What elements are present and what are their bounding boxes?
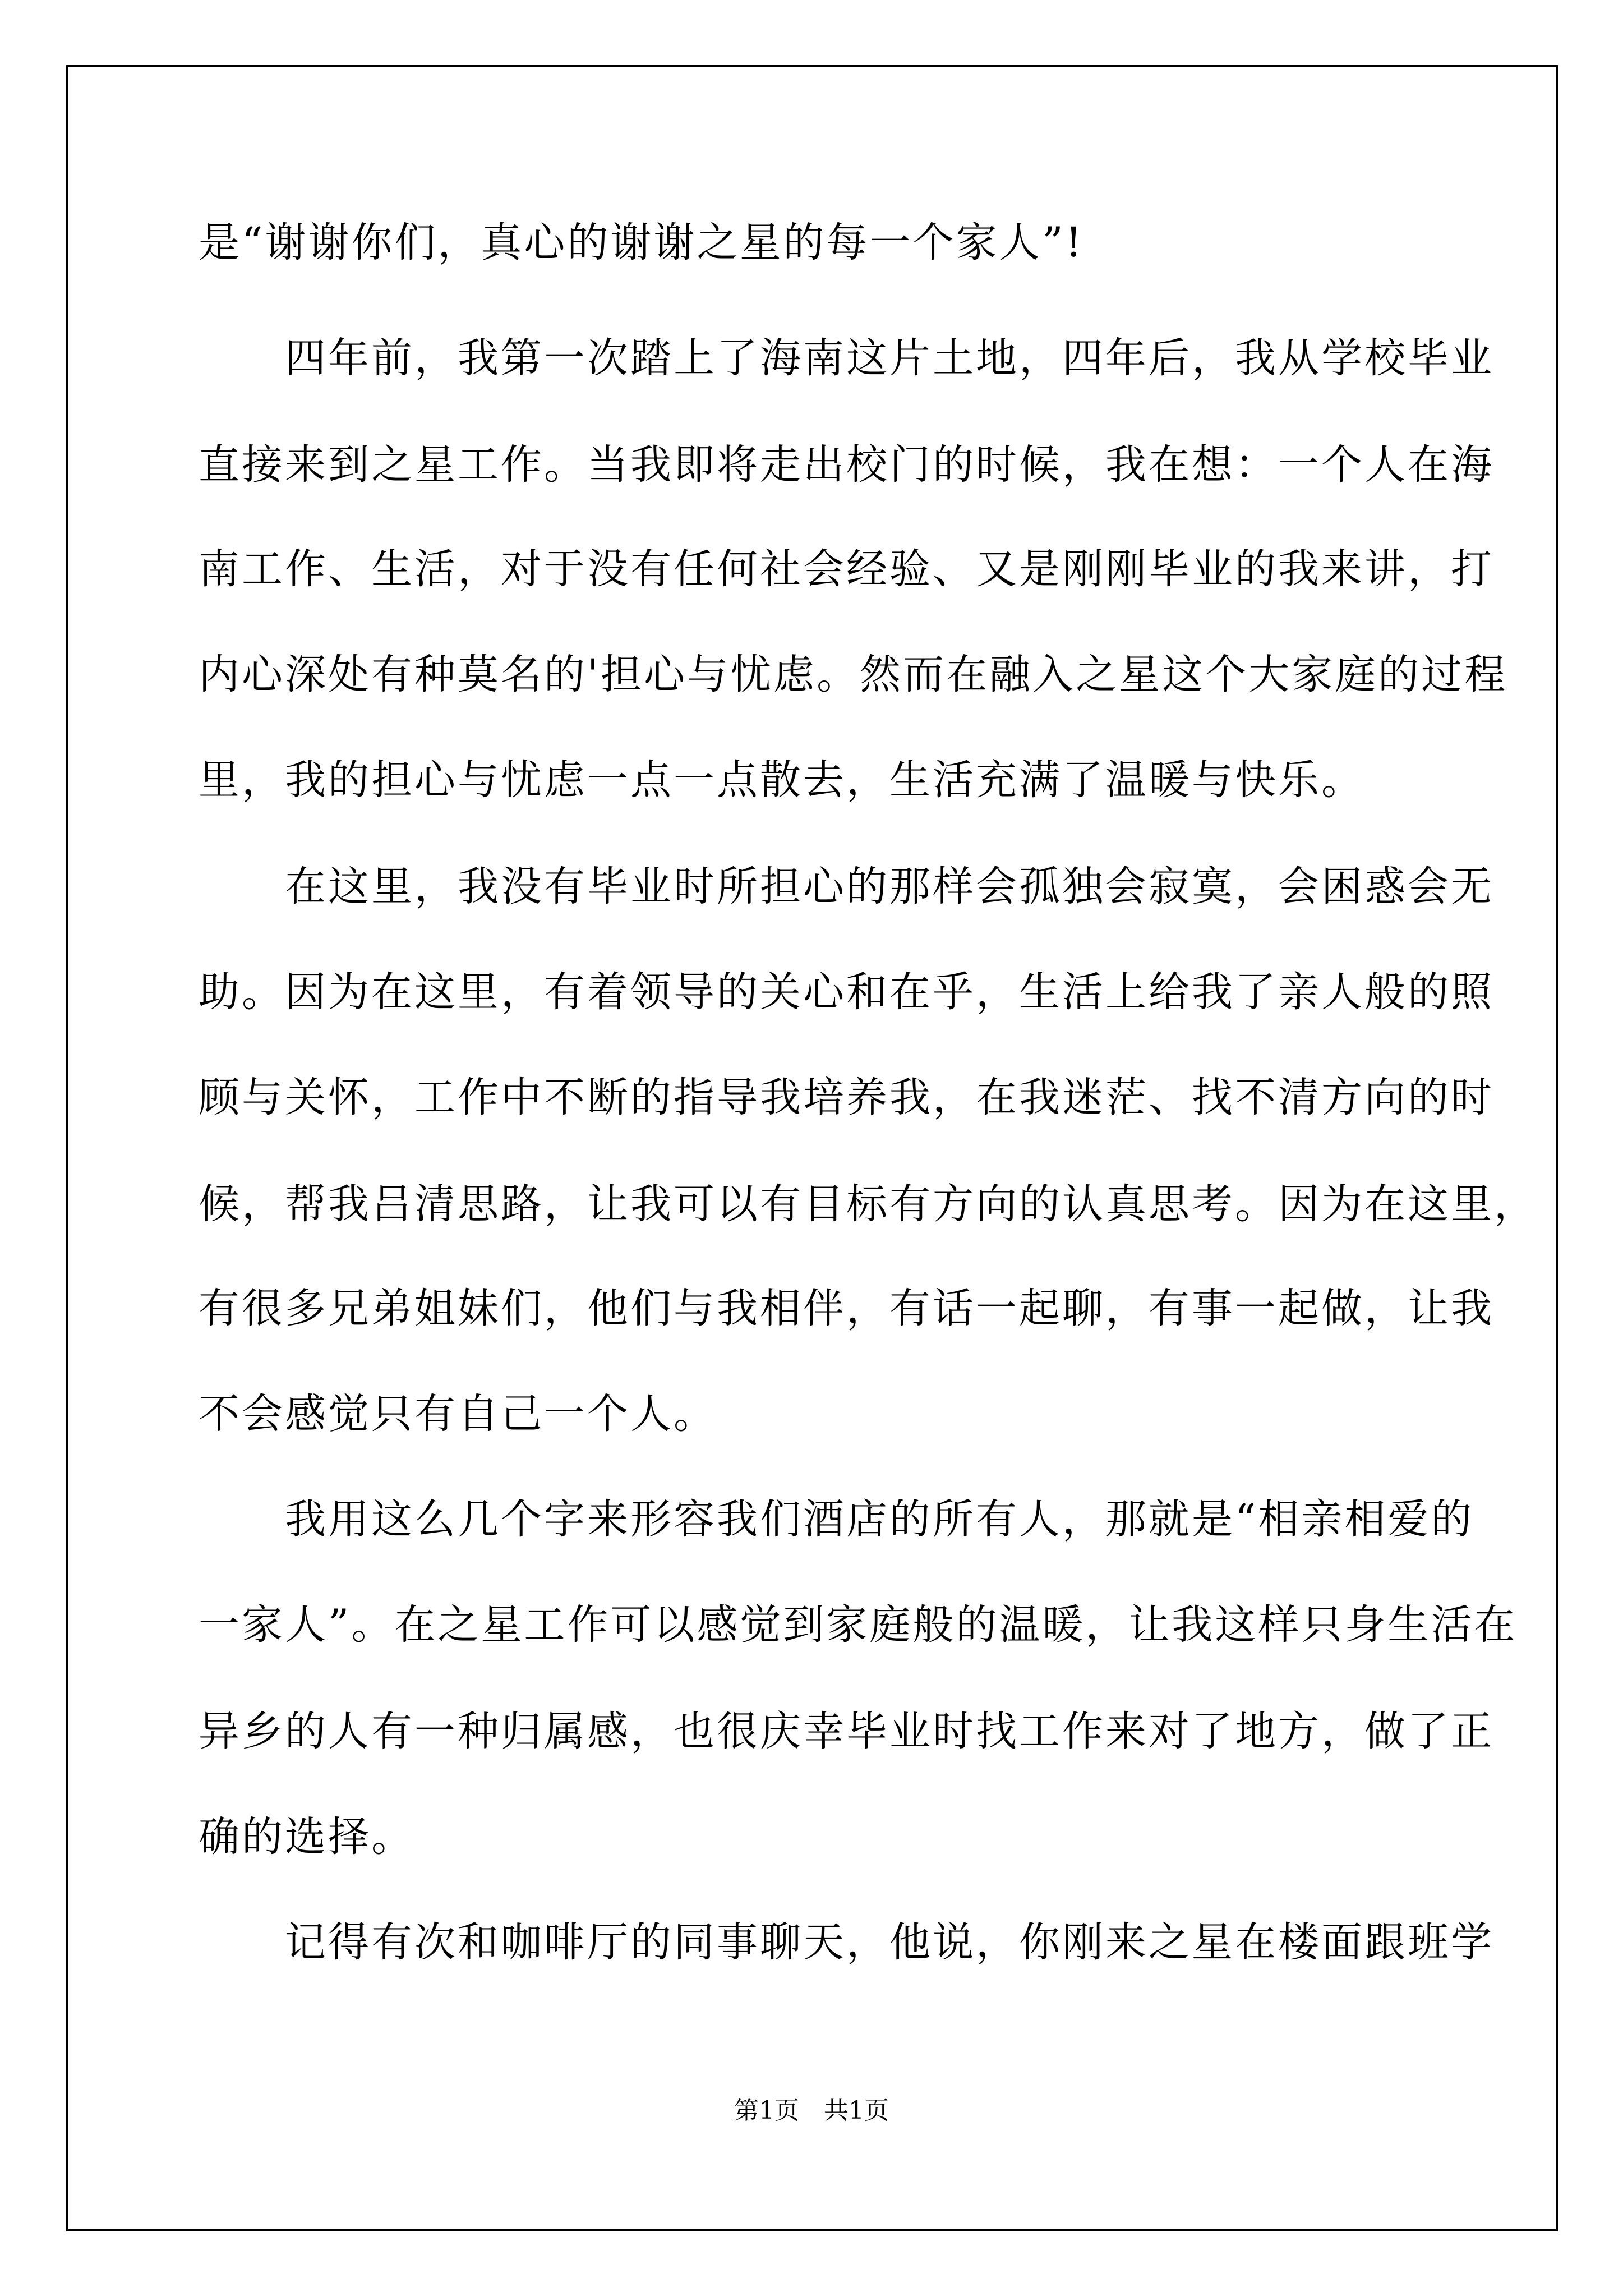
text-line: 南工作、生活，对于没有任何社会经验、又是刚刚毕业的我来讲，打 (199, 545, 1494, 593)
text-line: 是“谢谢你们，真心的谢谢之星的每一个家人”! (199, 219, 1084, 266)
text-line: 记得有次和咖啡厅的同事聊天，他说，你刚来之星在楼面跟班学 (199, 1918, 1494, 1966)
text-line: 不会感觉只有自己一个人。 (199, 1390, 717, 1438)
text-line: 内心深处有种莫名的'担心与忧虑。然而在融入之星这个大家庭的过程 (199, 651, 1508, 698)
text-line: 在这里，我没有毕业时所担心的那样会孤独会寂寞，会困惑会无 (199, 863, 1494, 910)
text-line: 候，帮我吕清思路，让我可以有目标有方向的认真思考。因为在这里， (199, 1180, 1537, 1228)
text-line: 直接来到之星工作。当我即将走出校门的时候，我在想：一个人在海 (199, 441, 1494, 489)
text-line: 有很多兄弟姐妹们，他们与我相伴，有话一起聊，有事一起做，让我 (199, 1285, 1494, 1332)
text-line: 四年前，我第一次踏上了海南这片土地，四年后，我从学校毕业 (199, 334, 1494, 382)
text-line: 一家人”。在之星工作可以感觉到家庭般的温暖，让我这样只身生活在 (199, 1601, 1518, 1649)
text-line: 里，我的担心与忧虑一点一点散去，生活充满了温暖与快乐。 (199, 756, 1364, 804)
text-line: 助。因为在这里，有着领导的关心和在乎，生活上给我了亲人般的照 (199, 968, 1494, 1016)
page-number-footer: 第1页 共1页 (734, 2096, 889, 2125)
page-border (66, 65, 1558, 2231)
text-line: 我用这么几个字来形容我们酒店的所有人，那就是“相亲相爱的 (199, 1496, 1474, 1543)
text-line: 异乡的人有一种归属感，也很庆幸毕业时找工作来对了地方，做了正 (199, 1708, 1494, 1755)
text-line: 确的选择。 (199, 1813, 414, 1861)
text-line: 顾与关怀，工作中不断的指导我培养我，在我迷茫、找不清方向的时 (199, 1074, 1494, 1121)
